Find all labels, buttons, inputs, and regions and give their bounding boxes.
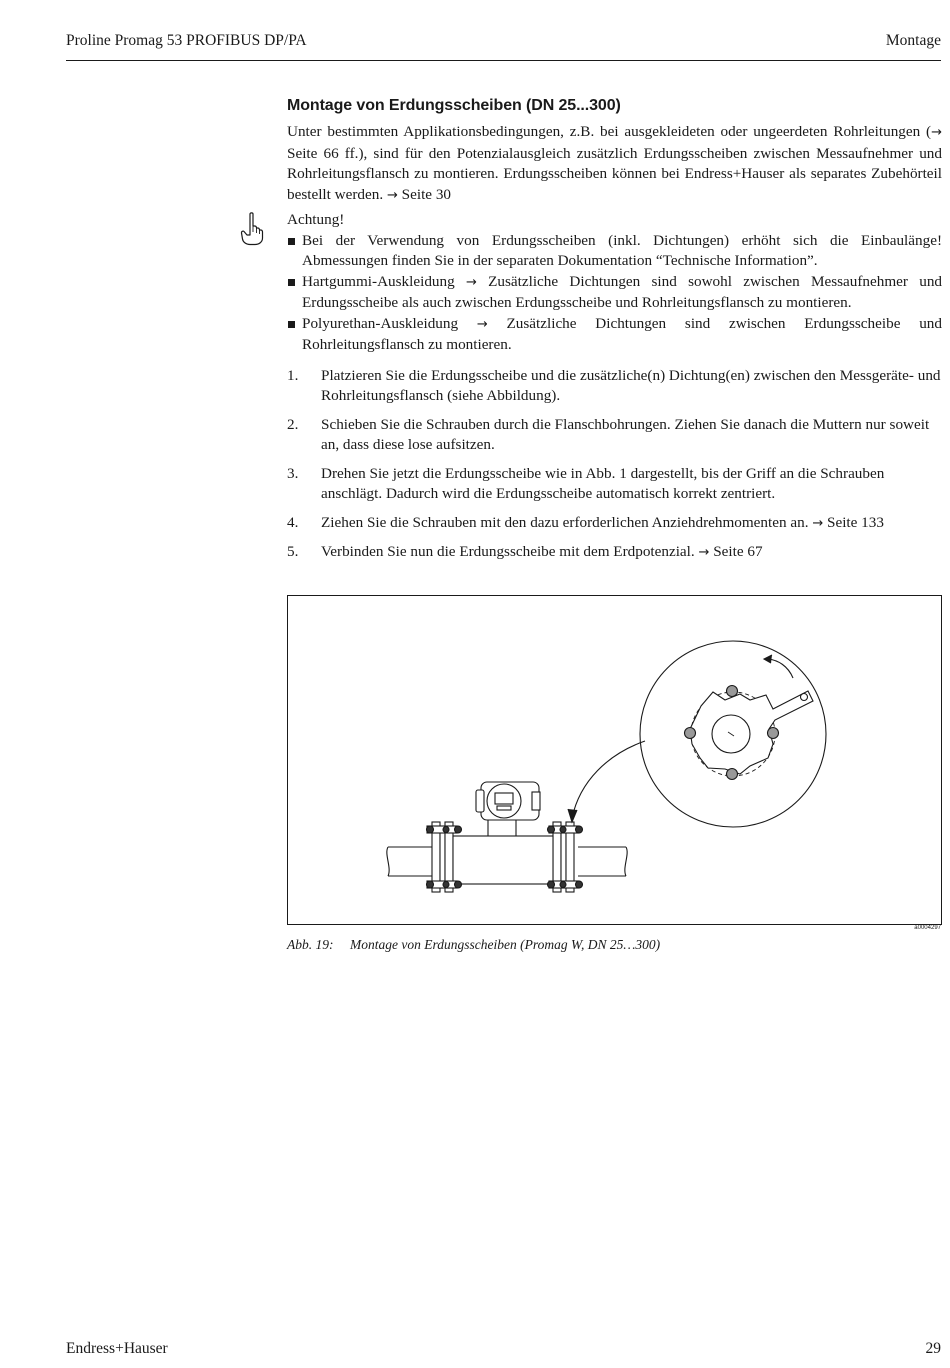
footer-company: Endress+Hauser: [66, 1340, 168, 1357]
list-item: [287, 272, 942, 314]
page-number: 29: [925, 1340, 941, 1357]
arrow-icon: →: [476, 316, 488, 332]
page-header: [66, 30, 941, 61]
sensor-body: [453, 836, 553, 884]
list-item: [287, 231, 942, 272]
header-chapter-title: Montage: [885, 32, 941, 49]
pipe-left: [387, 847, 438, 876]
grounding-disc-illustration: [288, 596, 941, 924]
figure-frame: [287, 595, 942, 925]
step-text: Platzieren Sie die Erdungsscheibe und die zusätzliche(n) Dichtung(en) zwischen den Messgeräte- und Rohrleitungsflansch (siehe Abbildung).: [321, 366, 941, 404]
bullet-square-icon: [288, 279, 295, 286]
transmitter-display: [495, 793, 513, 804]
bullet-text: Bei der Verwendung von Erdungsscheiben (inkl. Dichtungen) erhöht sich die Einbaulänge! Abmessungen finden Sie in der separaten Dokumentation “Technische Information”.: [302, 231, 942, 269]
caption-text: Montage von Erdungsscheiben (Promag W, DN 25…300): [350, 937, 661, 952]
arrow-icon: →: [931, 125, 942, 140]
grounding-disc-left: [440, 827, 445, 887]
bullet-text: Zusätzliche Dichtungen sind sowohl zwischen Messaufnehmer und Erdungsscheibe als auch zwischen Erdungsscheibe und Rohrleitungsflansch zu montieren.: [302, 272, 943, 311]
arrow-icon: →: [812, 515, 824, 531]
arrow-icon: →: [386, 187, 398, 203]
bolt-top: [727, 686, 738, 697]
detail-pointer-arrow: [572, 741, 645, 818]
bullet-square-icon: [288, 321, 295, 328]
step-text: Schieben Sie die Schrauben durch die Flanschbohrungen. Ziehen Sie danach die Muttern nur soweit an, dass diese lose aufsitzen.: [321, 415, 930, 453]
list-item: [287, 314, 942, 356]
step-item: [287, 513, 942, 535]
figure-caption: [287, 937, 660, 953]
step-number: 3.: [287, 464, 299, 482]
bolt-left: [685, 728, 696, 739]
step-page-ref: Seite 67: [709, 543, 763, 560]
arrow-icon: →: [465, 274, 477, 290]
step-item: [287, 464, 942, 505]
transmitter-neck: [488, 818, 516, 836]
header-product-title: Proline Promag 53 PROFIBUS DP/PA: [66, 32, 307, 49]
steps-list: [287, 366, 942, 564]
intro-text-1: Unter bestimmten Applikationsbedingungen, z.B. bei ausgekleideten oder ungeerdeten Rohrleitungen (: [287, 123, 932, 140]
bullet-square-icon: [288, 238, 295, 245]
grounding-disc-shape: [690, 691, 813, 774]
step-item: [287, 542, 942, 564]
figure-code: a0004297: [914, 925, 941, 931]
intro-text-2: Seite 66 ff.), sind für den Potenzialausgleich zusätzlich Erdungsscheiben zwischen Messaufnehmer und Rohrleitungsflansch zu montieren. Erdungsscheiben können bei Endress+Hauser als separates Zubehörteil bestellt werden.: [287, 144, 942, 203]
section-title: Montage von Erdungsscheiben (DN 25...300): [287, 97, 621, 114]
step-item: [287, 415, 942, 456]
caution-title: Achtung!: [287, 211, 345, 228]
arrow-icon: →: [698, 545, 710, 560]
main-content: [287, 97, 942, 572]
bullet-text: Hartgummi-Auskleidung: [302, 272, 466, 290]
bolt-bottom: [727, 769, 738, 780]
step-number: 1.: [287, 366, 299, 384]
step-page-ref: Seite 133: [823, 513, 884, 531]
arrowhead: [568, 809, 577, 822]
caption-label: Abb. 19:: [287, 937, 334, 952]
caution-list: [287, 231, 942, 356]
bolt-right: [768, 728, 779, 739]
pointing-hand-icon: [240, 212, 264, 246]
step-text: Drehen Sie jetzt die Erdungsscheibe wie in Abb. 1 dargestellt, bis der Griff an die Schrauben anschlägt. Dadurch wird die Erdungsscheibe automatisch korrekt zentriert.: [321, 464, 885, 502]
step-number: 2.: [287, 415, 299, 433]
bullet-text: Polyurethan-Auskleidung: [302, 314, 477, 332]
intro-page-ref: Seite 30: [397, 185, 452, 203]
pipe-right: [578, 847, 627, 876]
intro-paragraph: [287, 122, 942, 206]
step-item: [287, 366, 942, 407]
step-text: Ziehen Sie die Schrauben mit den dazu erforderlichen Anziehdrehmomenten an.: [321, 513, 813, 531]
bullet-text: Zusätzliche Dichtungen sind zwischen Erdungsscheibe und Rohrleitungsflansch zu montieren.: [302, 314, 942, 353]
step-number: 5.: [287, 543, 299, 560]
step-number: 4.: [287, 513, 299, 531]
rotation-arrow: [768, 659, 793, 678]
grounding-disc-right: [561, 827, 566, 887]
step-text: Verbinden Sie nun die Erdungsscheibe mit dem Erdpotenzial.: [321, 543, 699, 560]
transmitter-cover: [476, 790, 484, 812]
